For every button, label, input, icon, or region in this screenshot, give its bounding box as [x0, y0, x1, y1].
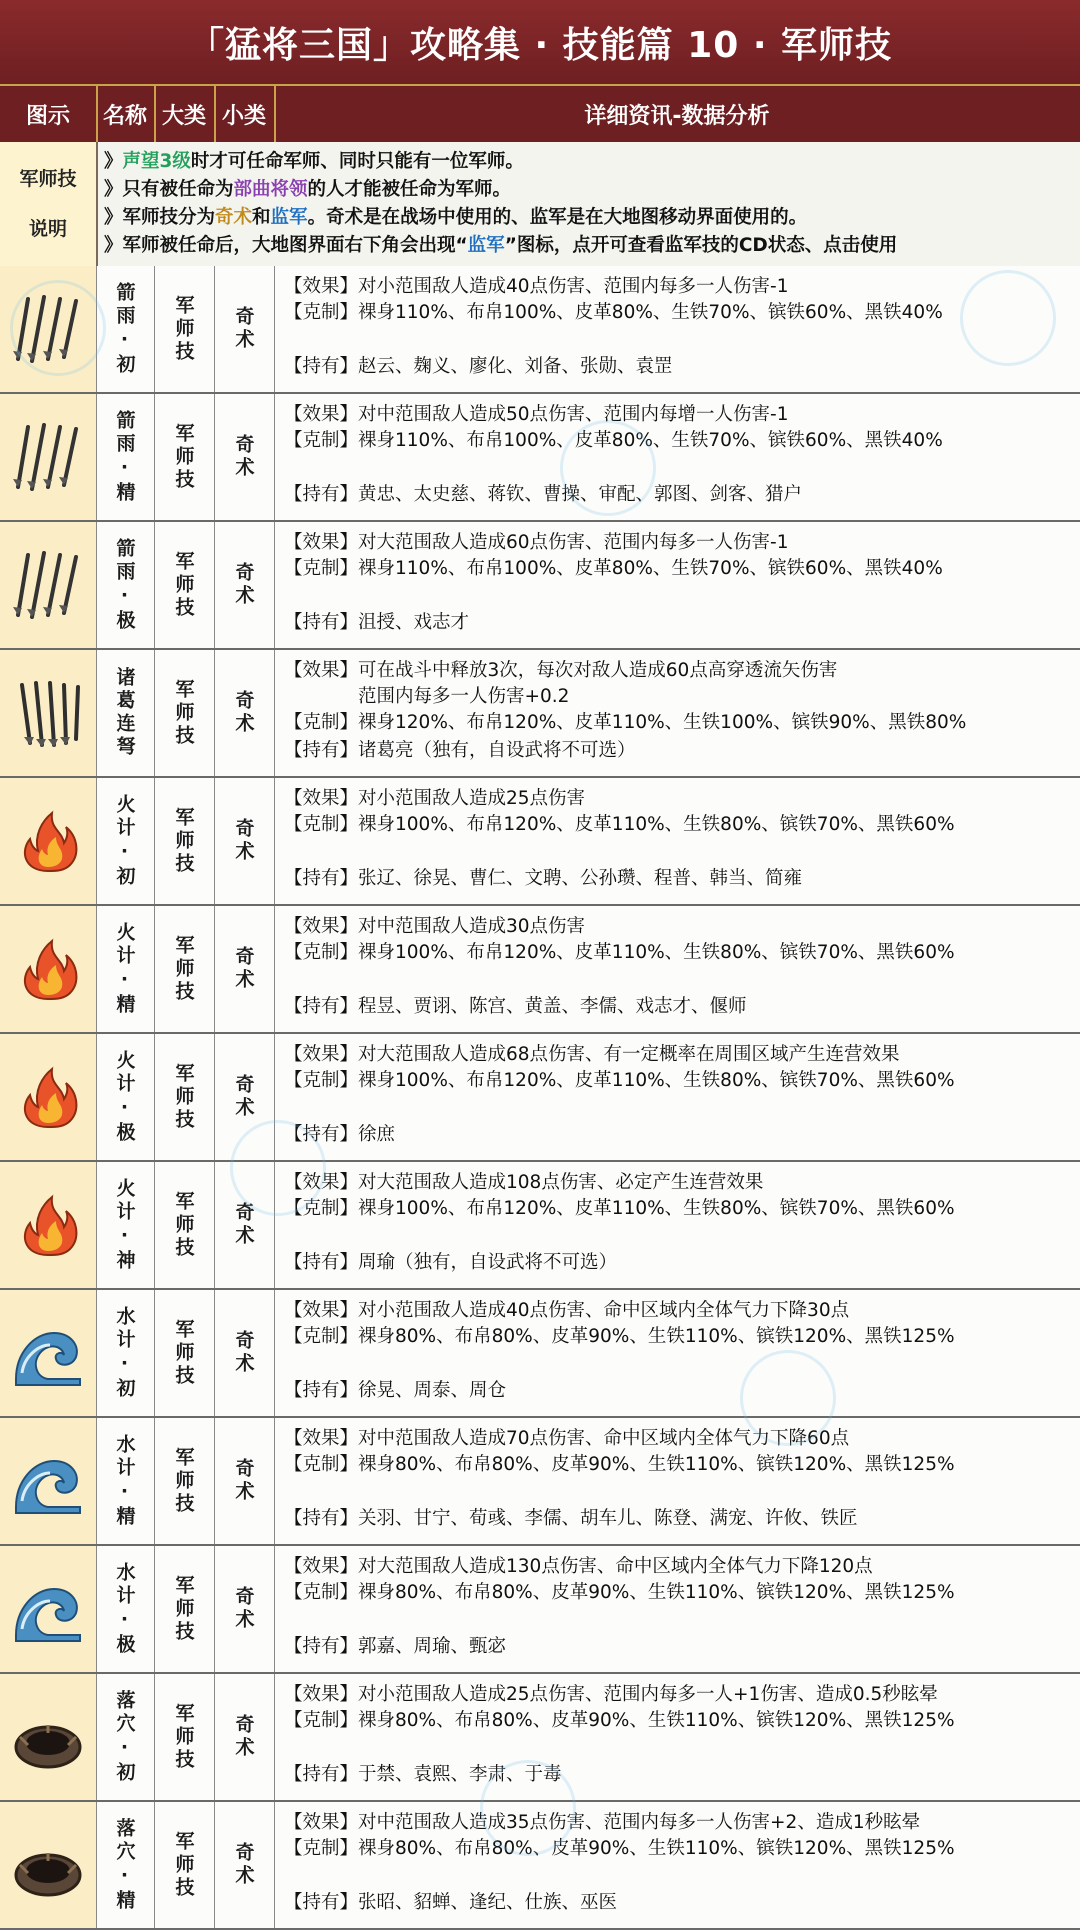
detail-value: 徐庶: [358, 1124, 396, 1145]
skill-subcategory-cell: [214, 394, 275, 520]
arrow-rain-icon: [8, 545, 88, 625]
effect-line: [284, 530, 789, 556]
skill-category-cell: [154, 1802, 215, 1928]
skill-icon-cell: [0, 1546, 97, 1672]
header-icon: 图示: [0, 86, 98, 142]
water-wave-icon: [8, 1441, 88, 1521]
skill-name-cell: [96, 1802, 155, 1928]
skill-name: 落穴·初: [113, 1689, 136, 1785]
detail-value: 裸身80%、布帛80%、皮革90%、生铁110%、镔铁120%、黑铁125%: [358, 1710, 955, 1731]
counter-line: [284, 556, 943, 582]
effect-line: [284, 1554, 873, 1580]
skill-row: [0, 1674, 1080, 1802]
skill-subcategory-cell: [214, 1034, 275, 1160]
page-title: 「猛将三国」攻略集 · 技能篇 10 · 军师技: [0, 0, 1080, 86]
detail-value: 沮授、戏志才: [358, 612, 470, 633]
skill-subcategory-cell: [214, 1290, 275, 1416]
skill-detail: [274, 1290, 1080, 1416]
detail-tag: 【效果】: [284, 660, 359, 681]
skill-icon-cell: [0, 1290, 97, 1416]
repeating-crossbow-icon: [8, 673, 88, 753]
skill-row: [0, 1162, 1080, 1290]
skill-icon-cell: [0, 906, 97, 1032]
skill-name: 水计·精: [113, 1433, 136, 1529]
detail-value: 裸身100%、布帛120%、皮革110%、生铁80%、镔铁70%、黑铁60%: [358, 942, 955, 963]
detail-tag: 【效果】: [284, 916, 359, 937]
skill-category: 军师技: [172, 550, 195, 620]
detail-tag: 【持有】: [284, 1892, 359, 1913]
note-line-1: [104, 148, 1074, 176]
skill-detail: [274, 266, 1080, 392]
effect-line: [284, 402, 789, 428]
skill-category-cell: [154, 394, 215, 520]
skill-icon-cell: [0, 394, 97, 520]
detail-value: 对中范围敌人造成30点伤害: [358, 916, 586, 937]
skill-detail: [274, 650, 1080, 776]
water-wave-icon: [8, 1569, 88, 1649]
skill-name-cell: [96, 522, 155, 648]
holder-line: [284, 1762, 562, 1788]
detail-value: 张昭、貂蝉、逢纪、仕族、巫医: [358, 1892, 618, 1913]
skill-category-cell: [154, 522, 215, 648]
counter-line: [284, 1580, 955, 1606]
header-detail: 详细资讯-数据分析: [584, 103, 770, 129]
skill-name-cell: [96, 778, 155, 904]
skill-row: [0, 1290, 1080, 1418]
skill-subcategory: 奇术: [232, 306, 255, 352]
holder-line: [284, 738, 636, 764]
effect-line: [284, 1298, 849, 1324]
detail-tag: 【克制】: [284, 1454, 359, 1475]
note-text: 》: [104, 151, 123, 172]
skill-icon-cell: [0, 522, 97, 648]
skill-subcategory-cell: [214, 778, 275, 904]
skill-category-cell: [154, 1290, 215, 1416]
header-name: 名称: [96, 86, 156, 142]
holder-line: [284, 994, 747, 1020]
skill-detail: [274, 906, 1080, 1032]
skill-detail: [274, 1674, 1080, 1800]
skill-category: 军师技: [172, 1830, 195, 1900]
skill-table: [0, 266, 1080, 1930]
skill-row: [0, 650, 1080, 778]
detail-value: 裸身80%、布帛80%、皮革90%、生铁110%、镔铁120%、黑铁125%: [358, 1582, 955, 1603]
detail-tag: 【克制】: [284, 558, 359, 579]
skill-name-cell: [96, 650, 155, 776]
detail-value: 关羽、甘宁、荀彧、李儒、胡车儿、陈登、满宠、许攸、铁匠: [358, 1508, 858, 1529]
skill-icon-cell: [0, 1802, 97, 1928]
water-wave-icon: [8, 1313, 88, 1393]
detail-value: 裸身100%、布帛120%、皮革110%、生铁80%、镔铁70%、黑铁60%: [358, 1198, 955, 1219]
skill-category-cell: [154, 650, 215, 776]
skill-icon-cell: [0, 1674, 97, 1800]
note-highlight: 声望3级: [122, 151, 191, 172]
note-highlight: 监军: [467, 235, 505, 256]
skill-subcategory: 奇术: [232, 1586, 255, 1632]
detail-tag: 【克制】: [284, 712, 359, 733]
skill-row: [0, 1546, 1080, 1674]
detail-tag: 【克制】: [284, 1582, 359, 1603]
detail-tag: 【持有】: [284, 868, 359, 889]
skill-category: 军师技: [172, 1062, 195, 1132]
skill-name: 水计·初: [113, 1305, 136, 1401]
skill-detail: [274, 1546, 1080, 1672]
skill-name-cell: [96, 1674, 155, 1800]
detail-tag: 【效果】: [284, 532, 359, 553]
detail-value: 诸葛亮（独有，自设武将不可选）: [358, 740, 636, 761]
note-text: 》军师技分为: [104, 207, 216, 228]
detail-tag: 【效果】: [284, 1684, 359, 1705]
skill-row: [0, 778, 1080, 906]
effect-line-2: 范围内每多一人伤害+0.2: [358, 686, 570, 707]
detail-value: 裸身120%、布帛120%、皮革110%、生铁100%、镔铁90%、黑铁80%: [358, 712, 967, 733]
detail-value: 对大范围敌人造成68点伤害、有一定概率在周围区域产生连营效果: [358, 1044, 900, 1065]
skill-subcategory-cell: [214, 906, 275, 1032]
skill-subcategory-cell: [214, 1546, 275, 1672]
detail-value: 赵云、麹义、廖化、刘备、张勋、袁罡: [358, 356, 673, 377]
detail-value: 对大范围敌人造成60点伤害、范围内每多一人伤害-1: [358, 532, 789, 553]
notes-label-line1: 军师技: [19, 168, 77, 190]
fire-icon: [8, 1057, 88, 1137]
detail-tag: 【持有】: [284, 356, 359, 377]
skill-subcategory: 奇术: [232, 690, 255, 736]
counter-line: [284, 812, 955, 838]
detail-value: 对大范围敌人造成108点伤害、必定产生连营效果: [358, 1172, 764, 1193]
fire-icon: [8, 929, 88, 1009]
detail-tag: 【克制】: [284, 814, 359, 835]
detail-value: 裸身110%、布帛100%、皮革80%、生铁70%、镔铁60%、黑铁40%: [358, 302, 943, 323]
counter-line: [284, 1836, 955, 1862]
detail-tag: 【效果】: [284, 404, 359, 425]
skill-name-cell: [96, 1034, 155, 1160]
skill-subcategory-cell: [214, 1802, 275, 1928]
note-text: 。奇术是在战场中使用的、监军是在大地图移动界面使用的。: [307, 207, 808, 228]
note-highlight: 部曲将领: [233, 179, 308, 200]
counter-line: [284, 710, 966, 736]
skill-subcategory: 奇术: [232, 434, 255, 480]
effect-line: [284, 914, 585, 940]
skill-icon-cell: [0, 1418, 97, 1544]
counter-line: [284, 1452, 955, 1478]
skill-name: 箭雨·精: [113, 409, 136, 505]
note-text: 》军师被任命后，大地图界面右下角会出现“: [104, 235, 468, 256]
detail-tag: 【克制】: [284, 942, 359, 963]
detail-value: 徐晃、周泰、周仓: [358, 1380, 507, 1401]
counter-line: [284, 1708, 955, 1734]
detail-tag: 【效果】: [284, 788, 359, 809]
detail-value: 裸身110%、布帛100%、皮革80%、生铁70%、镔铁60%、黑铁40%: [358, 430, 943, 451]
detail-value: 对中范围敌人造成35点伤害、范围内每多一人伤害+2、造成1秒眩晕: [358, 1812, 921, 1833]
pit-trap-icon: [8, 1697, 88, 1777]
note-line-2: [104, 176, 1074, 204]
detail-tag: 【持有】: [284, 740, 359, 761]
skill-name-cell: [96, 906, 155, 1032]
detail-value: 程昱、贾诩、陈宫、黄盖、李儒、戏志才、偃师: [358, 996, 747, 1017]
skill-name: 火计·神: [113, 1177, 136, 1273]
skill-category-cell: [154, 1674, 215, 1800]
detail-value: 对小范围敌人造成25点伤害: [358, 788, 586, 809]
skill-category: 军师技: [172, 1702, 195, 1772]
notes-label-line2: 说明: [28, 218, 67, 240]
holder-line: [284, 610, 469, 636]
counter-line: [284, 300, 943, 326]
skill-category-cell: [154, 1418, 215, 1544]
detail-value: 裸身80%、布帛80%、皮革90%、生铁110%、镔铁120%、黑铁125%: [358, 1454, 955, 1475]
note-text: ”图标，点开可查看监军技的CD状态、点击使用: [504, 235, 898, 256]
skill-subcategory: 奇术: [232, 1842, 255, 1888]
detail-tag: 【克制】: [284, 1838, 359, 1859]
detail-value: 对小范围敌人造成25点伤害、范围内每多一人+1伤害、造成0.5秒眩晕: [358, 1684, 938, 1705]
skill-subcategory: 奇术: [232, 1330, 255, 1376]
detail-tag: 【克制】: [284, 1710, 359, 1731]
skill-subcategory: 奇术: [232, 1714, 255, 1760]
detail-tag: 【持有】: [284, 612, 359, 633]
counter-line: [284, 1324, 955, 1350]
note-line-3: [104, 204, 1074, 232]
skill-name: 箭雨·极: [113, 537, 136, 633]
skill-detail: [274, 1418, 1080, 1544]
detail-value: 对大范围敌人造成130点伤害、命中区域内全体气力下降120点: [358, 1556, 873, 1577]
counter-line: [284, 428, 943, 454]
skill-name: 火计·极: [113, 1049, 136, 1145]
skill-subcategory-cell: [214, 522, 275, 648]
holder-line: [284, 1634, 506, 1660]
notes-section: [0, 142, 1080, 268]
skill-row: [0, 394, 1080, 522]
skill-name: 火计·初: [113, 793, 136, 889]
detail-tag: 【效果】: [284, 1044, 359, 1065]
skill-detail: [274, 522, 1080, 648]
detail-value: 裸身80%、布帛80%、皮革90%、生铁110%、镔铁120%、黑铁125%: [358, 1326, 955, 1347]
skill-name-cell: [96, 1290, 155, 1416]
detail-value: 裸身110%、布帛100%、皮革80%、生铁70%、镔铁60%、黑铁40%: [358, 558, 943, 579]
arrow-rain-icon: [8, 289, 88, 369]
detail-value: 对中范围敌人造成70点伤害、命中区域内全体气力下降60点: [358, 1428, 850, 1449]
holder-line: [284, 1890, 617, 1916]
skill-subcategory-cell: [214, 650, 275, 776]
arrow-rain-icon: [8, 417, 88, 497]
effect-line: [284, 786, 585, 812]
skill-detail: [274, 394, 1080, 520]
skill-category: 军师技: [172, 678, 195, 748]
skill-row: [0, 1418, 1080, 1546]
note-line-4: [104, 232, 1074, 260]
detail-tag: 【效果】: [284, 1172, 359, 1193]
detail-value: 郭嘉、周瑜、甄宓: [358, 1636, 507, 1657]
skill-row: [0, 1802, 1080, 1930]
detail-value: 黄忠、太史慈、蒋钦、曹操、审配、郭图、剑客、猎户: [358, 484, 803, 505]
detail-value: 周瑜（独有，自设武将不可选）: [358, 1252, 618, 1273]
detail-tag: 【持有】: [284, 1764, 359, 1785]
header-category: 大类: [154, 86, 216, 142]
skill-row: [0, 906, 1080, 1034]
skill-row: [0, 266, 1080, 394]
skill-icon-cell: [0, 1034, 97, 1160]
effect-line: [284, 274, 789, 300]
note-text: 和: [252, 207, 271, 228]
note-text: 时才可任命军师、同时只能有一位军师。: [190, 151, 524, 172]
detail-tag: 【克制】: [284, 1326, 359, 1347]
detail-tag: 【持有】: [284, 1508, 359, 1529]
skill-detail: [274, 1034, 1080, 1160]
effect-line: [284, 1042, 900, 1068]
detail-value: 裸身80%、布帛80%、皮革90%、生铁110%、镔铁120%、黑铁125%: [358, 1838, 955, 1859]
skill-subcategory: 奇术: [232, 1202, 255, 1248]
skill-category: 军师技: [172, 1574, 195, 1644]
detail-value: 对小范围敌人造成40点伤害、命中区域内全体气力下降30点: [358, 1300, 850, 1321]
skill-name: 箭雨·初: [113, 281, 136, 377]
detail-tag: 【持有】: [284, 1636, 359, 1657]
skill-icon-cell: [0, 650, 97, 776]
pit-trap-icon: [8, 1825, 88, 1905]
detail-tag: 【克制】: [284, 1198, 359, 1219]
holder-line: [284, 354, 673, 380]
detail-tag: 【效果】: [284, 1428, 359, 1449]
effect-line: [284, 1170, 763, 1196]
skill-detail: [274, 778, 1080, 904]
skill-name: 诸葛连弩: [113, 667, 136, 759]
table-header: [0, 86, 1080, 142]
skill-name: 落穴·精: [113, 1817, 136, 1913]
holder-line: [284, 1506, 858, 1532]
detail-tag: 【克制】: [284, 1070, 359, 1091]
skill-subcategory: 奇术: [232, 1458, 255, 1504]
holder-line: [284, 1378, 506, 1404]
detail-value: 裸身100%、布帛120%、皮革110%、生铁80%、镔铁70%、黑铁60%: [358, 814, 955, 835]
note-text: 》只有被任命为: [104, 179, 234, 200]
effect-line: [284, 1810, 920, 1836]
holder-line: [284, 482, 802, 508]
skill-category: 军师技: [172, 1190, 195, 1260]
detail-value: 裸身100%、布帛120%、皮革110%、生铁80%、镔铁70%、黑铁60%: [358, 1070, 955, 1091]
skill-name-cell: [96, 1418, 155, 1544]
skill-subcategory: 奇术: [232, 946, 255, 992]
detail-value: 可在战斗中释放3次，每次对敌人造成60点高穿透流矢伤害: [358, 660, 838, 681]
holder-line: [284, 866, 802, 892]
header-subcategory: 小类: [214, 86, 276, 142]
skill-category: 军师技: [172, 806, 195, 876]
skill-subcategory: 奇术: [232, 562, 255, 608]
detail-tag: 【效果】: [284, 1556, 359, 1577]
notes-label: [0, 142, 98, 266]
note-highlight: 奇术: [215, 207, 253, 228]
detail-tag: 【效果】: [284, 276, 359, 297]
skill-subcategory-cell: [214, 1418, 275, 1544]
skill-icon-cell: [0, 266, 97, 392]
detail-tag: 【克制】: [284, 302, 359, 323]
detail-value: 对小范围敌人造成40点伤害、范围内每多一人伤害-1: [358, 276, 789, 297]
skill-name-cell: [96, 394, 155, 520]
holder-line: [284, 1122, 395, 1148]
note-text: 的人才能被任命为军师。: [307, 179, 512, 200]
skill-name-cell: [96, 266, 155, 392]
skill-name: 火计·精: [113, 921, 136, 1017]
skill-icon-cell: [0, 778, 97, 904]
skill-subcategory-cell: [214, 266, 275, 392]
skill-icon-cell: [0, 1162, 97, 1288]
counter-line: [284, 1196, 955, 1222]
detail-value: 于禁、袁熙、李肃、于毒: [358, 1764, 562, 1785]
skill-category: 军师技: [172, 294, 195, 364]
skill-category-cell: [154, 778, 215, 904]
skill-detail: [274, 1802, 1080, 1928]
skill-detail: [274, 1162, 1080, 1288]
detail-tag: 【效果】: [284, 1812, 359, 1833]
detail-tag: 【持有】: [284, 1380, 359, 1401]
detail-tag: 【持有】: [284, 1124, 359, 1145]
counter-line: [284, 1068, 955, 1094]
skill-subcategory: 奇术: [232, 1074, 255, 1120]
skill-row: [0, 522, 1080, 650]
skill-subcategory: 奇术: [232, 818, 255, 864]
detail-tag: 【效果】: [284, 1300, 359, 1321]
skill-category: 军师技: [172, 422, 195, 492]
skill-category-cell: [154, 906, 215, 1032]
skill-category-cell: [154, 1034, 215, 1160]
detail-tag: 【持有】: [284, 996, 359, 1017]
skill-category-cell: [154, 266, 215, 392]
skill-category: 军师技: [172, 1446, 195, 1516]
fire-icon: [8, 1185, 88, 1265]
skill-subcategory-cell: [214, 1674, 275, 1800]
holder-line: [284, 1250, 617, 1276]
detail-value: 张辽、徐晃、曹仁、文聘、公孙瓒、程普、韩当、简雍: [358, 868, 803, 889]
fire-icon: [8, 801, 88, 881]
skill-name-cell: [96, 1162, 155, 1288]
detail-tag: 【持有】: [284, 484, 359, 505]
note-highlight: 监军: [270, 207, 308, 228]
skill-name-cell: [96, 1546, 155, 1672]
effect-line: [284, 658, 837, 684]
counter-line: [284, 940, 955, 966]
skill-name: 水计·极: [113, 1561, 136, 1657]
effect-line: [284, 1426, 849, 1452]
detail-value: 对中范围敌人造成50点伤害、范围内每增一人伤害-1: [358, 404, 789, 425]
effect-line: [284, 1682, 938, 1708]
skill-category-cell: [154, 1162, 215, 1288]
skill-category: 军师技: [172, 1318, 195, 1388]
detail-tag: 【持有】: [284, 1252, 359, 1273]
skill-subcategory-cell: [214, 1162, 275, 1288]
skill-category-cell: [154, 1546, 215, 1672]
skill-category: 军师技: [172, 934, 195, 1004]
skill-row: [0, 1034, 1080, 1162]
detail-tag: 【克制】: [284, 430, 359, 451]
